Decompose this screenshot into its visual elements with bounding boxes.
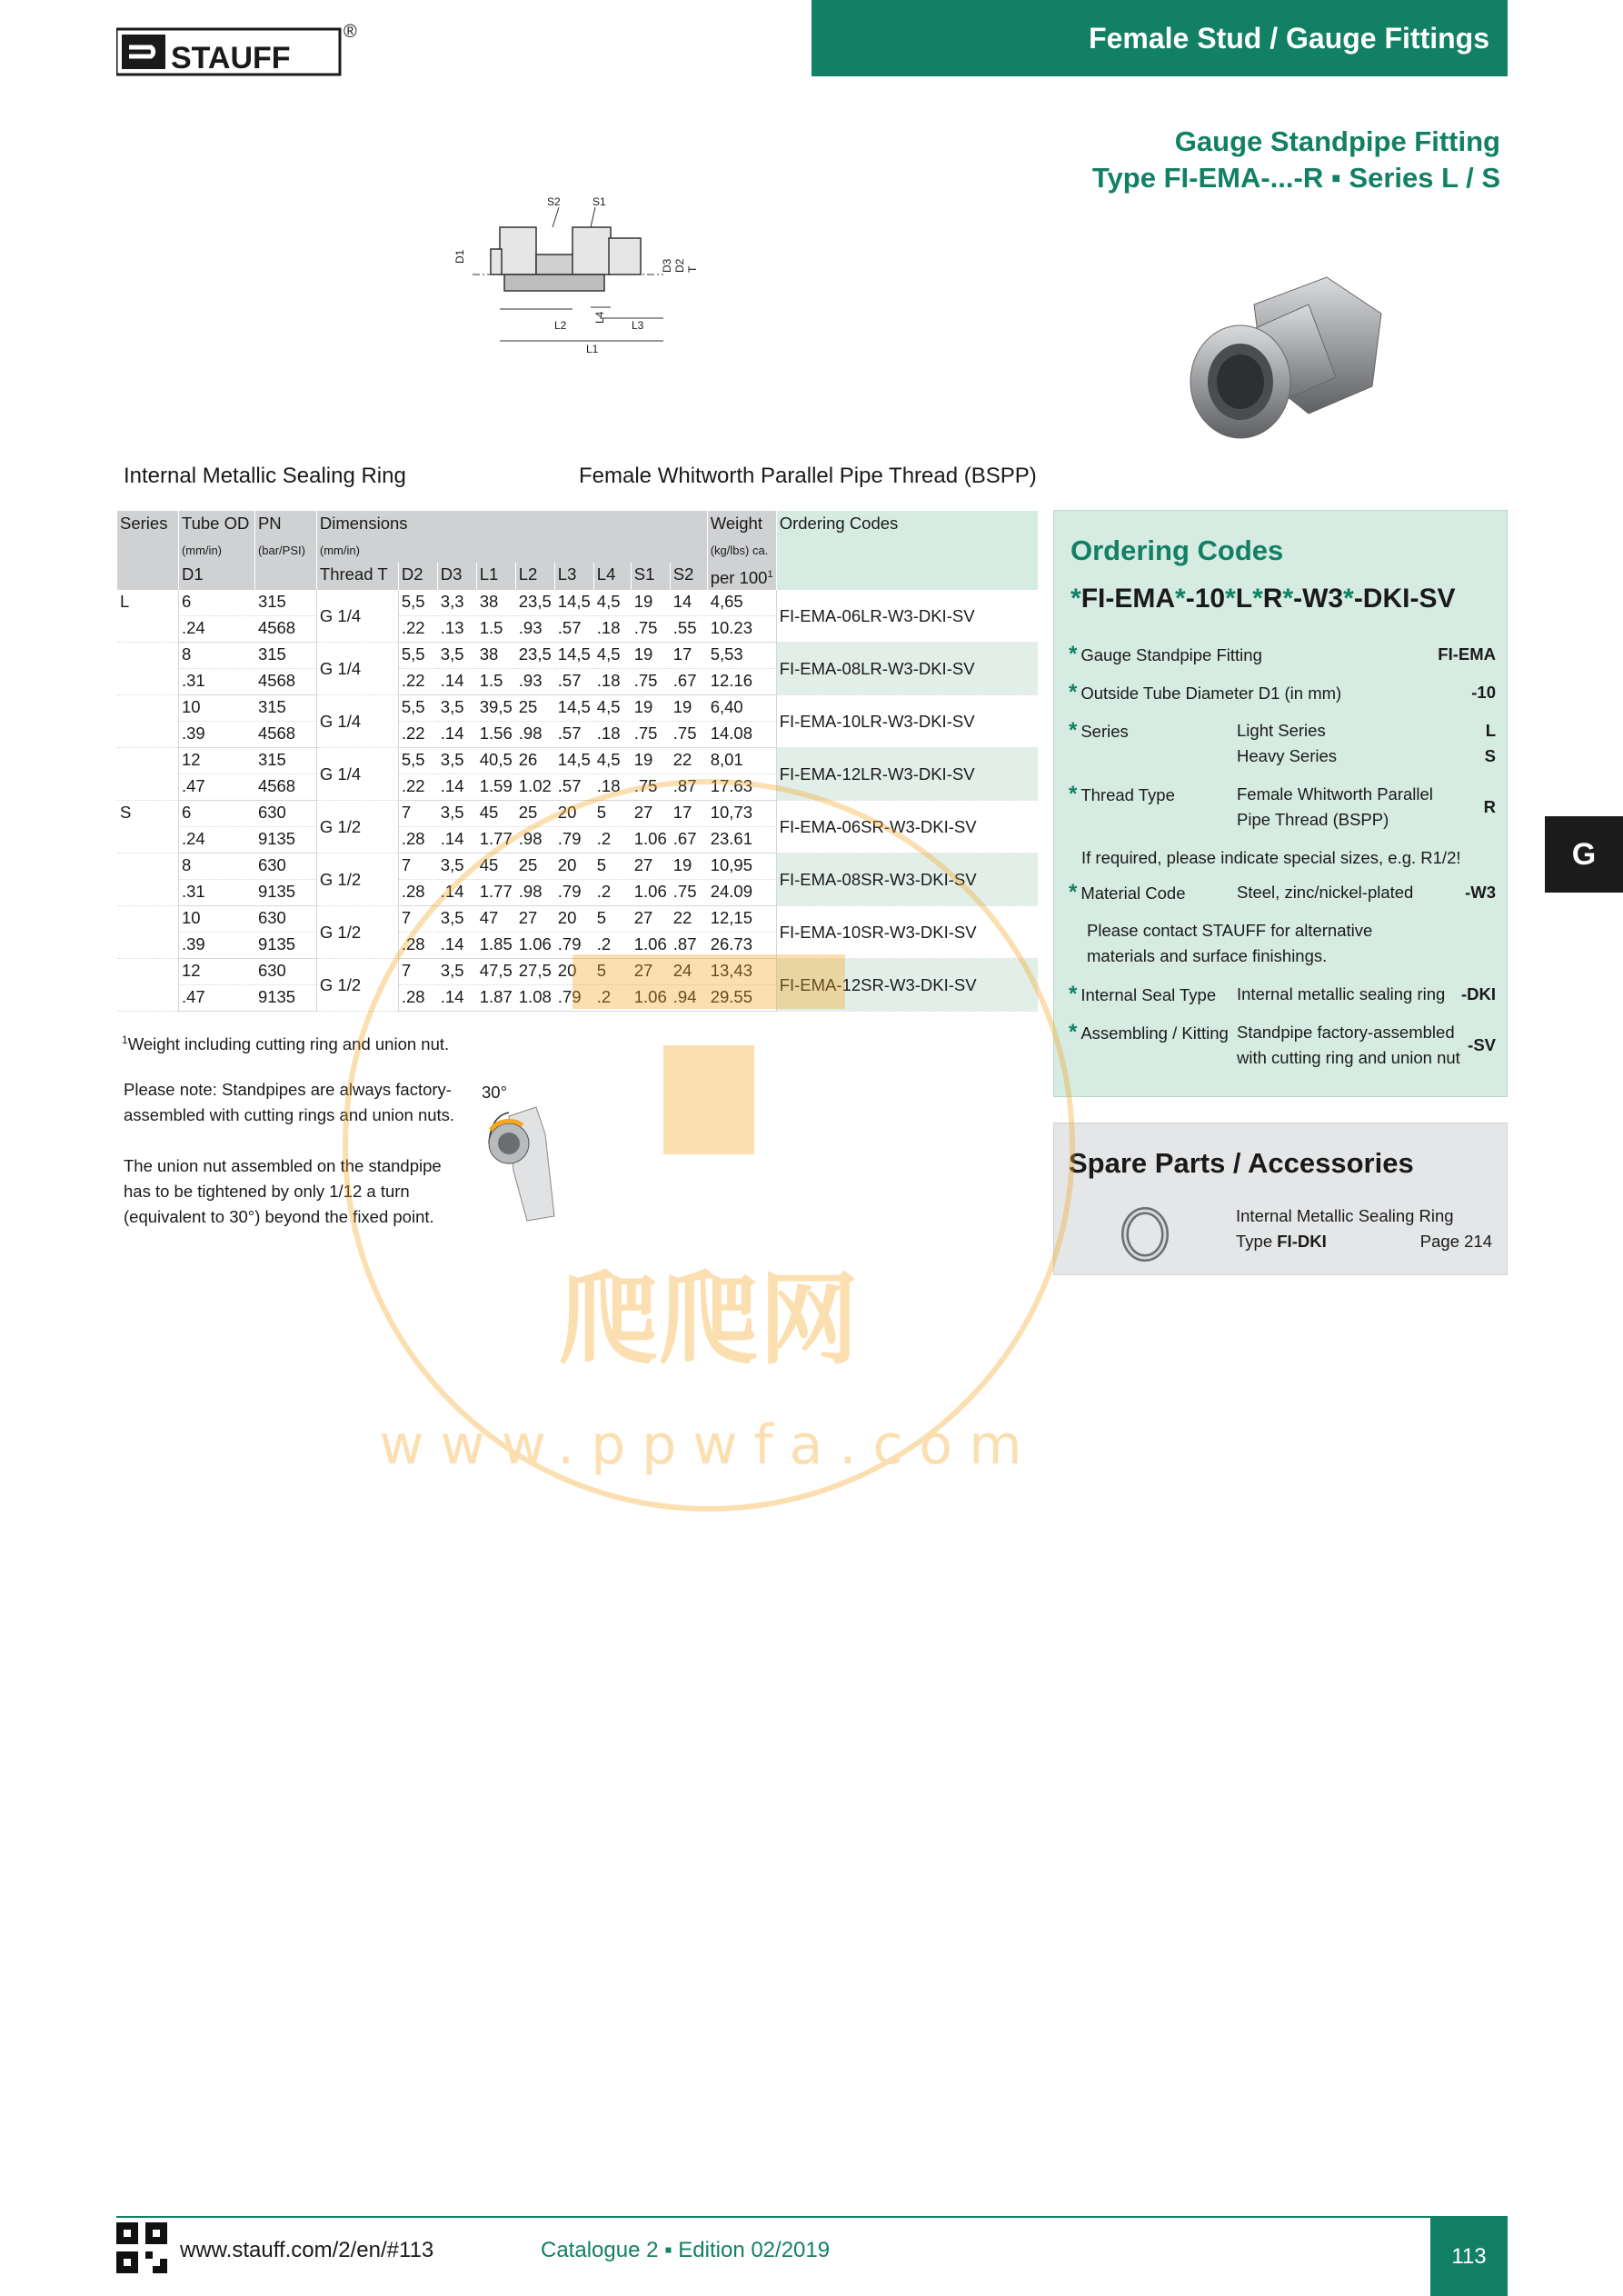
dimension-mm-cell: 27 bbox=[631, 854, 670, 880]
dimension-in-cell: 1.08 bbox=[515, 985, 554, 1012]
ordering-row-material: * Material Code Steel, zinc/nickel-plated -W3 bbox=[1069, 880, 1496, 904]
dimension-mm-cell: 39,5 bbox=[476, 695, 515, 722]
dimension-in-cell: .67 bbox=[670, 669, 707, 695]
pn-bar-cell: 315 bbox=[254, 590, 316, 616]
ordering-row-assembly: * Assembling / Kitting Standpipe factory-assembled with cutting ring and union nut -SV bbox=[1069, 1020, 1496, 1067]
dimension-in-cell: .75 bbox=[670, 880, 707, 906]
dimension-in-cell: .75 bbox=[670, 722, 707, 748]
dimension-in-cell: .14 bbox=[437, 880, 476, 906]
svg-text:S2: S2 bbox=[547, 195, 561, 208]
dimension-mm-cell: 20 bbox=[554, 959, 593, 985]
dimension-in-cell: .14 bbox=[437, 669, 476, 695]
pn-bar-cell: 630 bbox=[254, 906, 316, 933]
dimension-mm-cell: 19 bbox=[631, 695, 670, 722]
dimension-in-cell: 12.16 bbox=[707, 669, 776, 695]
dimension-in-cell: .2 bbox=[593, 880, 631, 906]
table-row bbox=[117, 748, 1039, 774]
dimension-mm-cell: 26 bbox=[515, 748, 554, 774]
dimension-mm-cell: 19 bbox=[631, 643, 670, 669]
dimension-mm-cell: 38 bbox=[476, 643, 515, 669]
dimension-mm-cell: 5,5 bbox=[398, 643, 437, 669]
sealing-ring-label: Internal Metallic Sealing Ring bbox=[124, 464, 406, 488]
dimension-in-cell: .2 bbox=[593, 933, 631, 959]
dimension-in-cell: .94 bbox=[670, 985, 707, 1012]
col-pn: PN bbox=[254, 511, 316, 537]
dimension-in-cell: .14 bbox=[437, 722, 476, 748]
weight-footnote-mark: 1 bbox=[767, 569, 773, 580]
tube-in-cell: .24 bbox=[178, 827, 254, 854]
tube-mm-cell: 12 bbox=[178, 959, 254, 985]
dimension-mm-cell: 3,5 bbox=[437, 643, 476, 669]
ordering-codes-panel bbox=[1053, 510, 1508, 1097]
dimension-in-cell: .14 bbox=[437, 774, 476, 801]
svg-text:T: T bbox=[686, 265, 699, 273]
dimension-in-cell: 23.61 bbox=[707, 827, 776, 854]
dimension-mm-cell: 10,73 bbox=[707, 801, 776, 827]
dimension-mm-cell: 45 bbox=[476, 854, 515, 880]
dimension-mm-cell: 27 bbox=[631, 906, 670, 933]
dimension-in-cell: 1.77 bbox=[476, 880, 515, 906]
pn-psi-cell: 4568 bbox=[254, 669, 316, 695]
pn-psi-cell: 9135 bbox=[254, 827, 316, 854]
thread-cell: G 1/4 bbox=[316, 643, 398, 695]
weight-per: per 100 bbox=[710, 568, 768, 588]
series-cell bbox=[117, 643, 179, 695]
series-cell bbox=[117, 748, 179, 801]
dimension-in-cell: .75 bbox=[631, 669, 670, 695]
dimension-in-cell: .79 bbox=[554, 880, 593, 906]
svg-text:D2: D2 bbox=[673, 258, 686, 273]
dimension-in-cell: .57 bbox=[554, 722, 593, 748]
wrench-tightening-illustration bbox=[473, 1080, 563, 1225]
col-ordering-codes: Ordering Codes bbox=[776, 511, 1038, 590]
dimension-in-cell: .57 bbox=[554, 616, 593, 643]
category-title: Female Stud / Gauge Fittings bbox=[1089, 21, 1489, 55]
qr-code-icon bbox=[116, 2222, 167, 2273]
dimension-in-cell: .93 bbox=[515, 669, 554, 695]
ordering-code-cell[interactable]: FI-EMA-08LR-W3-DKI-SV bbox=[776, 643, 1038, 695]
pn-bar-cell: 315 bbox=[254, 695, 316, 722]
registered-mark: ® bbox=[344, 22, 357, 42]
ordering-row-series: * Series Light Series L Heavy Series S bbox=[1069, 718, 1496, 765]
pn-psi-cell: 9135 bbox=[254, 933, 316, 959]
dimension-mm-cell: 4,5 bbox=[593, 695, 631, 722]
pn-psi-cell: 4568 bbox=[254, 616, 316, 643]
col-tube-od: Tube OD bbox=[178, 511, 254, 537]
product-title: Gauge Standpipe Fitting bbox=[1174, 125, 1500, 157]
col-s1: S1 bbox=[631, 563, 670, 590]
dimension-mm-cell: 20 bbox=[554, 906, 593, 933]
angle-label: 30° bbox=[482, 1083, 507, 1102]
dimension-in-cell: .22 bbox=[398, 669, 437, 695]
dimension-in-cell: .93 bbox=[515, 616, 554, 643]
dimension-in-cell: .67 bbox=[670, 827, 707, 854]
col-thread: Thread T bbox=[316, 563, 398, 590]
ordering-code-cell[interactable]: FI-EMA-08SR-W3-DKI-SV bbox=[776, 854, 1038, 906]
dimension-mm-cell: 14,5 bbox=[554, 695, 593, 722]
dimension-in-cell: .98 bbox=[515, 722, 554, 748]
dimension-mm-cell: 17 bbox=[670, 643, 707, 669]
dimension-in-cell: .18 bbox=[593, 616, 631, 643]
spare-item-name: Internal Metallic Sealing Ring bbox=[1236, 1206, 1454, 1225]
dimension-mm-cell: 22 bbox=[670, 906, 707, 933]
pn-psi-cell: 4568 bbox=[254, 774, 316, 801]
ordering-codes-title: Ordering Codes bbox=[1070, 534, 1284, 566]
pn-psi-cell: 9135 bbox=[254, 880, 316, 906]
dimension-mm-cell: 12,15 bbox=[707, 906, 776, 933]
dimension-mm-cell: 19 bbox=[670, 695, 707, 722]
col-d3: D3 bbox=[437, 563, 476, 590]
dimension-mm-cell: 10,95 bbox=[707, 854, 776, 880]
col-d1: D1 bbox=[178, 563, 254, 590]
ordering-code-cell[interactable]: FI-EMA-10LR-W3-DKI-SV bbox=[776, 695, 1038, 748]
dimension-in-cell: .22 bbox=[398, 722, 437, 748]
dimension-mm-cell: 3,5 bbox=[437, 854, 476, 880]
pn-bar-cell: 630 bbox=[254, 854, 316, 880]
dimension-mm-cell: 25 bbox=[515, 854, 554, 880]
dimension-mm-cell: 20 bbox=[554, 854, 593, 880]
dimension-in-cell: .18 bbox=[593, 774, 631, 801]
pn-bar-cell: 630 bbox=[254, 959, 316, 985]
dimension-in-cell: 1.06 bbox=[515, 933, 554, 959]
weight-footnote: $^1$Weight including cutting ring and union nut. bbox=[122, 1033, 450, 1054]
thread-cell: G 1/4 bbox=[316, 748, 398, 801]
series-cell: S bbox=[117, 801, 179, 854]
dimension-in-cell: .98 bbox=[515, 880, 554, 906]
dimension-mm-cell: 3,3 bbox=[437, 590, 476, 616]
pn-unit: (bar/PSI) bbox=[257, 544, 305, 557]
dimension-mm-cell: 5 bbox=[593, 959, 631, 985]
tube-mm-cell: 6 bbox=[178, 590, 254, 616]
footer-divider bbox=[116, 2216, 1508, 2218]
col-weight: Weight bbox=[707, 511, 776, 537]
thread-cell: G 1/2 bbox=[316, 801, 398, 854]
dimension-mm-cell: 22 bbox=[670, 748, 707, 774]
ordering-code-pattern: *FI-EMA*-10*L*R*-W3*-DKI-SV bbox=[1070, 584, 1456, 614]
dimension-in-cell: .79 bbox=[554, 827, 593, 854]
dimension-mm-cell: 4,65 bbox=[707, 590, 776, 616]
dimension-in-cell: .28 bbox=[398, 880, 437, 906]
dimension-mm-cell: 38 bbox=[476, 590, 515, 616]
dimension-in-cell: 1.87 bbox=[476, 985, 515, 1012]
thread-cell: G 1/2 bbox=[316, 959, 398, 1012]
dimension-mm-cell: 27 bbox=[631, 959, 670, 985]
tube-in-cell: .39 bbox=[178, 933, 254, 959]
dimension-in-cell: 1.06 bbox=[631, 933, 670, 959]
dimension-unit: (mm/in) bbox=[319, 544, 360, 557]
dimension-in-cell: 24.09 bbox=[707, 880, 776, 906]
dimension-mm-cell: 7 bbox=[398, 906, 437, 933]
svg-text:www.ppwfa.com: www.ppwfa.com bbox=[379, 1413, 1039, 1477]
dimension-mm-cell: 7 bbox=[398, 801, 437, 827]
dimension-mm-cell: 3,5 bbox=[437, 801, 476, 827]
series-cell bbox=[117, 906, 179, 959]
dimension-in-cell: 1.56 bbox=[476, 722, 515, 748]
dimension-in-cell: .2 bbox=[593, 985, 631, 1012]
dimension-in-cell: 10.23 bbox=[707, 616, 776, 643]
col-d2: D2 bbox=[398, 563, 437, 590]
thread-cell: G 1/2 bbox=[316, 854, 398, 906]
table-row bbox=[117, 854, 1039, 880]
dimension-mm-cell: 19 bbox=[631, 748, 670, 774]
tube-in-cell: .31 bbox=[178, 880, 254, 906]
table-row bbox=[117, 695, 1039, 722]
svg-text:L3: L3 bbox=[632, 319, 644, 332]
dimension-in-cell: 1.77 bbox=[476, 827, 515, 854]
dimension-mm-cell: 25 bbox=[515, 695, 554, 722]
dimension-mm-cell: 5 bbox=[593, 906, 631, 933]
pn-bar-cell: 315 bbox=[254, 643, 316, 669]
table-row bbox=[117, 643, 1039, 669]
col-series: Series bbox=[117, 511, 179, 537]
dimension-mm-cell: 3,5 bbox=[437, 906, 476, 933]
dimension-mm-cell: 3,5 bbox=[437, 695, 476, 722]
dimension-mm-cell: 19 bbox=[631, 590, 670, 616]
col-dimensions: Dimensions bbox=[316, 511, 707, 537]
product-type: Type FI-EMA-...-R ▪ Series L / S bbox=[1091, 162, 1500, 194]
col-l2: L2 bbox=[515, 563, 554, 590]
dimension-in-cell: .28 bbox=[398, 933, 437, 959]
ordering-code-cell[interactable]: FI-EMA-06SR-W3-DKI-SV bbox=[776, 801, 1038, 854]
dimension-in-cell: 29.55 bbox=[707, 985, 776, 1012]
dimension-mm-cell: 45 bbox=[476, 801, 515, 827]
tube-mm-cell: 8 bbox=[178, 643, 254, 669]
dimension-mm-cell: 20 bbox=[554, 801, 593, 827]
dimension-mm-cell: 13,43 bbox=[707, 959, 776, 985]
tube-mm-cell: 10 bbox=[178, 906, 254, 933]
dimension-mm-cell: 4,5 bbox=[593, 643, 631, 669]
dimension-in-cell: 1.06 bbox=[631, 880, 670, 906]
pn-bar-cell: 315 bbox=[254, 748, 316, 774]
dimension-in-cell: .87 bbox=[670, 933, 707, 959]
dimension-in-cell: .18 bbox=[593, 722, 631, 748]
page-number: 113 bbox=[1430, 2218, 1508, 2296]
dimension-in-cell: .57 bbox=[554, 669, 593, 695]
dimension-mm-cell: 14,5 bbox=[554, 643, 593, 669]
pn-bar-cell: 630 bbox=[254, 801, 316, 827]
fitting-product-photo bbox=[1172, 268, 1390, 450]
thread-cell: G 1/4 bbox=[316, 695, 398, 748]
tightening-note: The union nut assembled on the standpipe has to be tightened by only 1/12 a turn (equivalent to 30°) beyond the fixed point. bbox=[124, 1156, 442, 1226]
col-l4: L4 bbox=[593, 563, 631, 590]
table-row bbox=[117, 906, 1039, 933]
svg-text:L1: L1 bbox=[586, 343, 599, 355]
series-cell bbox=[117, 959, 179, 1012]
dimension-mm-cell: 5 bbox=[593, 854, 631, 880]
dimension-in-cell: .14 bbox=[437, 933, 476, 959]
dimension-mm-cell: 5,53 bbox=[707, 643, 776, 669]
table-row bbox=[117, 801, 1039, 827]
weight-unit: (kg/lbs) ca. bbox=[710, 544, 769, 557]
svg-text:爬爬网: 爬爬网 bbox=[559, 1262, 859, 1378]
tube-in-cell: .47 bbox=[178, 774, 254, 801]
svg-text:L4: L4 bbox=[593, 311, 606, 324]
dimension-mm-cell: 5,5 bbox=[398, 590, 437, 616]
ordering-row-seal: * Internal Seal Type Internal metallic sealing ring -DKI bbox=[1069, 982, 1496, 1006]
dimension-mm-cell: 7 bbox=[398, 959, 437, 985]
pn-psi-cell: 9135 bbox=[254, 985, 316, 1012]
sealing-ring-image bbox=[1118, 1207, 1172, 1262]
dimension-mm-cell: 27 bbox=[515, 906, 554, 933]
svg-text:STAUFF: STAUFF bbox=[171, 41, 291, 75]
thread-cell: G 1/2 bbox=[316, 906, 398, 959]
dimension-in-cell: .28 bbox=[398, 985, 437, 1012]
dimension-mm-cell: 23,5 bbox=[515, 590, 554, 616]
dimension-in-cell: 1.06 bbox=[631, 985, 670, 1012]
dimension-mm-cell: 5,5 bbox=[398, 748, 437, 774]
dimension-in-cell: .57 bbox=[554, 774, 593, 801]
specification-table bbox=[116, 511, 1038, 1012]
material-contact-note: Please contact STAUFF for alternative materials and surface finishings. bbox=[1087, 921, 1373, 965]
ordering-code-cell[interactable]: FI-EMA-10SR-W3-DKI-SV bbox=[776, 906, 1038, 959]
spare-parts-panel bbox=[1053, 1123, 1508, 1275]
spare-item-type: Type FI-DKI bbox=[1236, 1232, 1327, 1251]
dimension-in-cell: .75 bbox=[631, 774, 670, 801]
dimension-mm-cell: 40,5 bbox=[476, 748, 515, 774]
dimension-in-cell: .55 bbox=[670, 616, 707, 643]
footer-url[interactable]: www.stauff.com/2/en/#113 bbox=[180, 2238, 434, 2262]
dimension-in-cell: 1.06 bbox=[631, 827, 670, 854]
svg-text:L2: L2 bbox=[554, 319, 567, 332]
dimension-in-cell: 17.63 bbox=[707, 774, 776, 801]
footer-catalogue: Catalogue 2 ▪ Edition 02/2019 bbox=[541, 2238, 831, 2262]
dimension-mm-cell: 4,5 bbox=[593, 748, 631, 774]
dimension-in-cell: .75 bbox=[631, 616, 670, 643]
tube-mm-cell: 8 bbox=[178, 854, 254, 880]
col-s2: S2 bbox=[670, 563, 707, 590]
dimension-in-cell: .28 bbox=[398, 827, 437, 854]
dimension-in-cell: .14 bbox=[437, 985, 476, 1012]
pn-psi-cell: 4568 bbox=[254, 722, 316, 748]
series-cell: L bbox=[117, 590, 179, 643]
category-title-bar bbox=[812, 0, 1508, 76]
dimension-mm-cell: 19 bbox=[670, 854, 707, 880]
factory-assembled-note: Please note: Standpipes are always factory- assembled with cutting rings and union nuts. bbox=[124, 1080, 455, 1124]
col-l3: L3 bbox=[554, 563, 593, 590]
dimension-mm-cell: 8,01 bbox=[707, 748, 776, 774]
spare-parts-title: Spare Parts / Accessories bbox=[1069, 1147, 1414, 1179]
dimension-mm-cell: 47 bbox=[476, 906, 515, 933]
dimension-in-cell: .79 bbox=[554, 985, 593, 1012]
stauff-logo bbox=[116, 22, 357, 76]
dimension-mm-cell: 6,40 bbox=[707, 695, 776, 722]
dimension-mm-cell: 5,5 bbox=[398, 695, 437, 722]
thread-special-size-note: If required, please indicate special sizes, e.g. R1/2! bbox=[1081, 848, 1461, 867]
dimension-mm-cell: 3,5 bbox=[437, 748, 476, 774]
fitting-dimension-drawing bbox=[445, 191, 718, 364]
spare-item-page-link[interactable]: Page 214 bbox=[1419, 1232, 1492, 1251]
ordering-code-cell[interactable]: FI-EMA-12SR-W3-DKI-SV bbox=[776, 959, 1038, 1012]
series-cell bbox=[117, 854, 179, 906]
ordering-code-cell[interactable]: FI-EMA-06LR-W3-DKI-SV bbox=[776, 590, 1038, 643]
dimension-in-cell: .2 bbox=[593, 827, 631, 854]
dimension-in-cell: .98 bbox=[515, 827, 554, 854]
dimension-mm-cell: 14 bbox=[670, 590, 707, 616]
dimension-mm-cell: 14,5 bbox=[554, 748, 593, 774]
dimension-in-cell: .87 bbox=[670, 774, 707, 801]
dimension-mm-cell: 47,5 bbox=[476, 959, 515, 985]
dimension-in-cell: 26.73 bbox=[707, 933, 776, 959]
table-row bbox=[117, 590, 1039, 616]
dimension-mm-cell: 27,5 bbox=[515, 959, 554, 985]
tube-in-cell: .47 bbox=[178, 985, 254, 1012]
tube-in-cell: .24 bbox=[178, 616, 254, 643]
col-l1: L1 bbox=[476, 563, 515, 590]
dimension-in-cell: 14.08 bbox=[707, 722, 776, 748]
dimension-mm-cell: 4,5 bbox=[593, 590, 631, 616]
svg-text:S1: S1 bbox=[592, 195, 606, 208]
dimension-in-cell: .22 bbox=[398, 616, 437, 643]
dimension-mm-cell: 5 bbox=[593, 801, 631, 827]
thread-cell: G 1/4 bbox=[316, 590, 398, 643]
dimension-in-cell: 1.02 bbox=[515, 774, 554, 801]
dimension-in-cell: .75 bbox=[631, 722, 670, 748]
dimension-mm-cell: 7 bbox=[398, 854, 437, 880]
series-cell bbox=[117, 695, 179, 748]
dimension-in-cell: .79 bbox=[554, 933, 593, 959]
dimension-mm-cell: 3,5 bbox=[437, 959, 476, 985]
tube-mm-cell: 6 bbox=[178, 801, 254, 827]
dimension-in-cell: 1.5 bbox=[476, 616, 515, 643]
tube-unit: (mm/in) bbox=[181, 544, 222, 557]
dimension-in-cell: 1.5 bbox=[476, 669, 515, 695]
thread-type-label: Female Whitworth Parallel Pipe Thread (BSPP) bbox=[579, 464, 1037, 488]
dimension-mm-cell: 25 bbox=[515, 801, 554, 827]
dimension-in-cell: .22 bbox=[398, 774, 437, 801]
dimension-in-cell: .18 bbox=[593, 669, 631, 695]
tube-mm-cell: 10 bbox=[178, 695, 254, 722]
dimension-mm-cell: 23,5 bbox=[515, 643, 554, 669]
dimension-in-cell: .14 bbox=[437, 827, 476, 854]
ordering-row-fitting: * Gauge Standpipe Fitting FI-EMA bbox=[1069, 642, 1496, 666]
ordering-code-cell[interactable]: FI-EMA-12LR-W3-DKI-SV bbox=[776, 748, 1038, 801]
svg-text:D3: D3 bbox=[661, 258, 673, 273]
dimension-in-cell: 1.85 bbox=[476, 933, 515, 959]
dimension-mm-cell: 17 bbox=[670, 801, 707, 827]
dimension-in-cell: .13 bbox=[437, 616, 476, 643]
svg-text:D1: D1 bbox=[453, 249, 466, 264]
table-row bbox=[117, 959, 1039, 985]
ordering-row-thread: * Thread Type Female Whitworth Parallel Pipe Thread (BSPP) R bbox=[1069, 782, 1496, 829]
dimension-mm-cell: 24 bbox=[670, 959, 707, 985]
tube-in-cell: .31 bbox=[178, 669, 254, 695]
section-tab-g[interactable]: G bbox=[1545, 816, 1623, 893]
tube-mm-cell: 12 bbox=[178, 748, 254, 774]
dimension-mm-cell: 14,5 bbox=[554, 590, 593, 616]
dimension-in-cell: 1.59 bbox=[476, 774, 515, 801]
ordering-row-diameter: * Outside Tube Diameter D1 (in mm) -10 bbox=[1069, 680, 1496, 704]
tube-in-cell: .39 bbox=[178, 722, 254, 748]
dimension-mm-cell: 27 bbox=[631, 801, 670, 827]
